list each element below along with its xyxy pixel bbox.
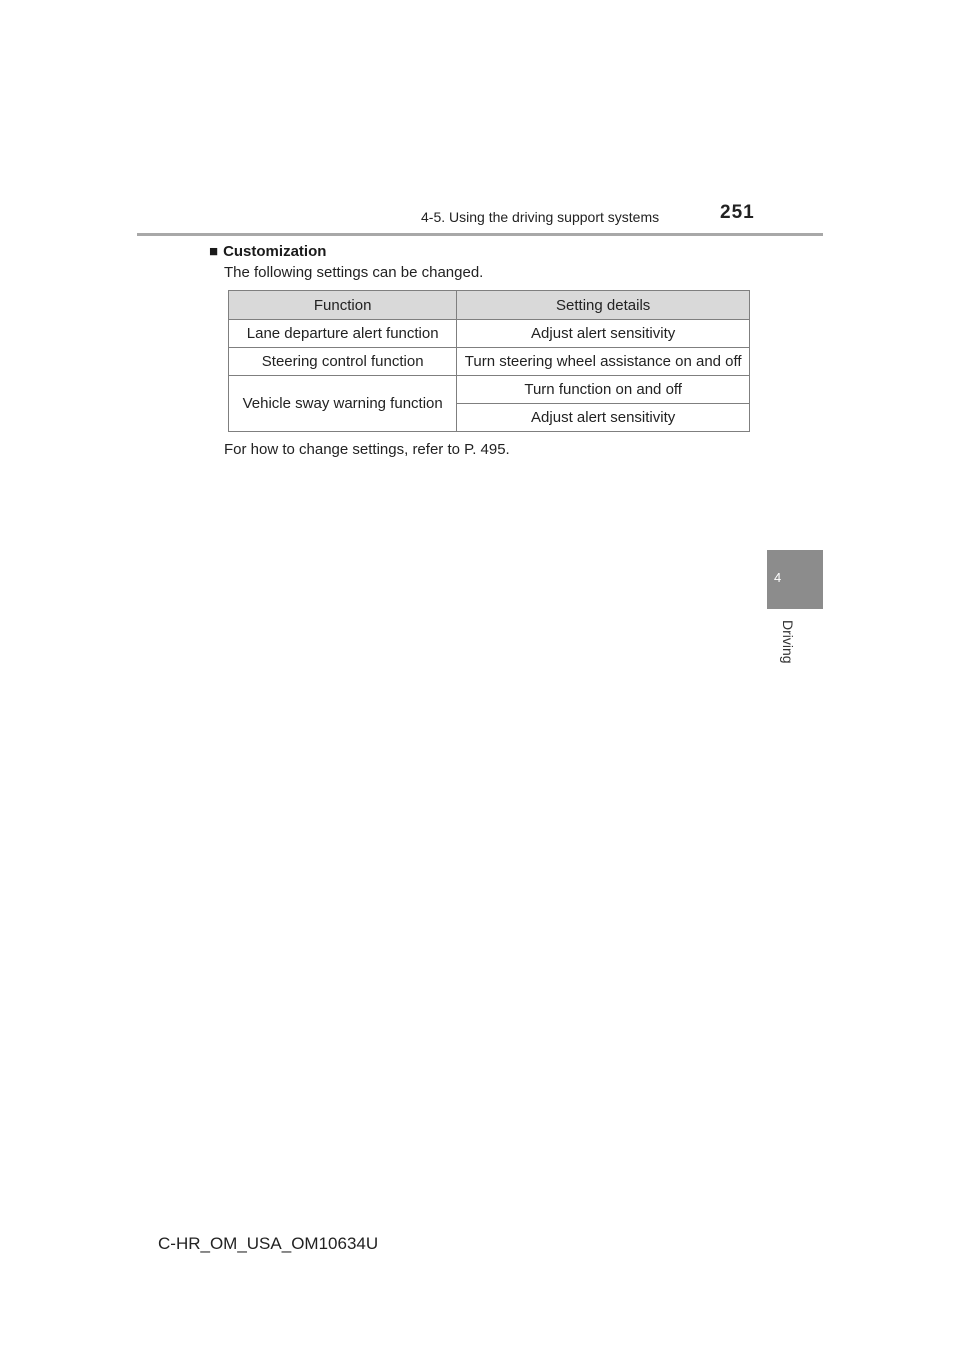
header-divider <box>137 233 823 236</box>
table-row <box>229 348 750 376</box>
table-cell-details: Turn steering wheel assistance on and off <box>457 348 750 376</box>
table-cell-function: Vehicle sway warning function <box>229 376 457 432</box>
table-cell-details: Adjust alert sensitivity <box>457 404 750 432</box>
chapter-tab-label: Driving <box>780 620 796 664</box>
table-header-row <box>229 291 750 320</box>
header-section-title: 4-5. Using the driving support systems <box>421 209 660 225</box>
section-heading-text: Customization <box>223 243 327 260</box>
section-heading <box>209 243 326 260</box>
reference-text: For how to change settings, refer to P. 495. <box>224 441 510 458</box>
table-cell-details: Adjust alert sensitivity <box>457 320 750 348</box>
table-cell-details: Turn function on and off <box>457 376 750 404</box>
table-row <box>229 320 750 348</box>
table-row <box>229 376 750 404</box>
table-cell-function: Steering control function <box>229 348 457 376</box>
table-cell-function: Lane departure alert function <box>229 320 457 348</box>
table-header-function: Function <box>229 291 457 320</box>
table-header-setting-details: Setting details <box>457 291 750 320</box>
intro-text: The following settings can be changed. <box>224 264 484 281</box>
settings-table <box>228 290 750 432</box>
document-code: C-HR_OM_USA_OM10634U <box>158 1234 379 1253</box>
page-number: 251 <box>720 202 755 223</box>
square-bullet-icon: ■ <box>209 243 219 260</box>
chapter-tab-number: 4 <box>774 570 782 585</box>
